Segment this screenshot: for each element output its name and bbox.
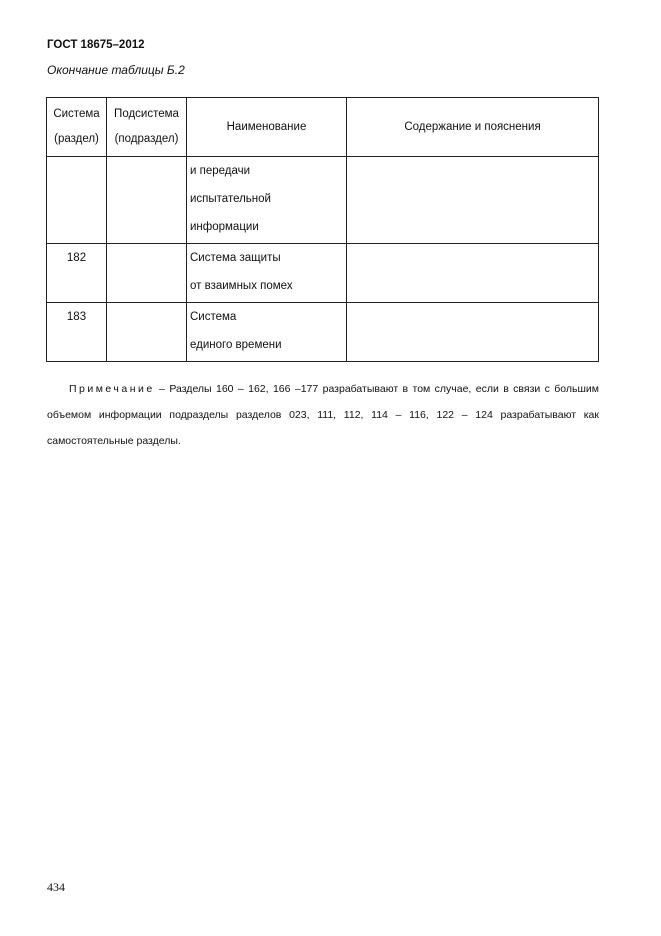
cell-content: [347, 303, 599, 362]
cell-name-line: испытательной: [190, 193, 271, 205]
column-header-system-line2: (раздел): [54, 133, 99, 145]
cell-subsystem: [107, 303, 187, 362]
column-header-system-line1: Система: [53, 108, 100, 120]
cell-name: [187, 244, 347, 303]
cell-content: [347, 244, 599, 303]
cell-name-line: и передачи: [190, 165, 251, 177]
cell-name-line: от взаимных помех: [190, 280, 293, 292]
note-text: – Разделы 160 – 162, 166 –177 разрабатывают в том случае, если в связи с большим объемом информации подразделы разделов 023, 111, 112, 114 – 116, 122 – 124 разрабатывают как самостоятельные разделы.: [47, 383, 599, 447]
data-table: [46, 97, 599, 362]
table-header-row: [47, 98, 599, 157]
column-header-content: Содержание и пояснения: [347, 98, 599, 157]
column-header-subsystem-line1: Подсистема: [114, 108, 179, 120]
cell-name-line: Система: [190, 311, 237, 323]
cell-system: 182: [47, 244, 107, 303]
cell-content: [347, 157, 599, 244]
note-label: Примечание: [68, 383, 155, 395]
cell-name-line: Система защиты: [190, 252, 281, 264]
column-header-subsystem: [107, 98, 187, 157]
cell-name: [187, 303, 347, 362]
cell-name: [187, 157, 347, 244]
table-note: [47, 376, 599, 454]
cell-system: 183: [47, 303, 107, 362]
column-header-name: Наименование: [187, 98, 347, 157]
table-caption: Окончание таблицы Б.2: [47, 63, 185, 77]
cell-name-line: информации: [190, 221, 259, 233]
cell-name-line: единого времени: [190, 339, 282, 351]
table-row: [47, 303, 599, 362]
column-header-subsystem-line2: (подраздел): [114, 133, 179, 145]
cell-subsystem: [107, 244, 187, 303]
table-row: [47, 157, 599, 244]
standard-designation: ГОСТ 18675–2012: [47, 39, 145, 51]
cell-system: [47, 157, 107, 244]
column-header-system: [47, 98, 107, 157]
cell-subsystem: [107, 157, 187, 244]
page-number: 434: [47, 880, 65, 894]
table-row: [47, 244, 599, 303]
